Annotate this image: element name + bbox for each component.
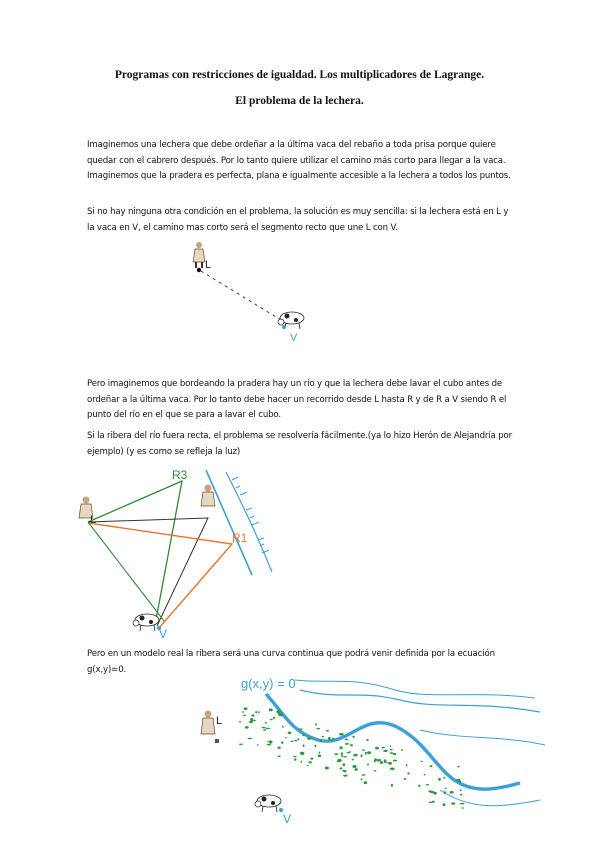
- meadow-dot: [255, 711, 257, 713]
- equation-label: g(x,y) = 0: [241, 676, 296, 691]
- meadow-dot: [258, 711, 260, 713]
- meadow-dot: [379, 759, 381, 760]
- meadow-dot: [364, 781, 368, 784]
- meadow-dot: [267, 744, 271, 746]
- meadow-dot: [315, 745, 317, 747]
- meadow-dot: [390, 768, 395, 771]
- meadow-dot: [444, 791, 447, 794]
- cow-icon: [255, 795, 281, 812]
- meadow-dot: [388, 762, 392, 765]
- meadow-dot: [302, 734, 305, 736]
- meadow-dot: [308, 761, 312, 763]
- meadow-dot: [353, 754, 357, 757]
- meadow-dot: [460, 789, 462, 791]
- meadow-dot: [303, 744, 305, 747]
- meadow-dot: [418, 785, 420, 788]
- meadow-dot: [361, 774, 365, 775]
- meadow-dot: [294, 758, 296, 761]
- meadow-dot: [406, 764, 408, 766]
- meadow-dot: [278, 756, 281, 758]
- meadow-dot: [460, 803, 465, 805]
- meadow-dot: [342, 770, 345, 771]
- river-line-upper-3: [420, 730, 545, 745]
- meadow-dot: [239, 744, 243, 746]
- meadow-dot: [352, 765, 356, 768]
- meadow-dot: [290, 741, 294, 742]
- meadow-dot: [345, 743, 349, 745]
- meadow-dot: [326, 730, 329, 732]
- meadow-dot: [297, 738, 299, 740]
- meadow-dot: [456, 779, 460, 782]
- meadow-dot: [281, 741, 283, 744]
- meadow-dot: [339, 746, 342, 749]
- meadow-dot: [337, 761, 341, 762]
- meadow-dot: [393, 760, 397, 762]
- meadow-dot: [288, 732, 292, 735]
- meadow-dot: [343, 756, 347, 757]
- meadow-dot: [450, 791, 454, 794]
- meadow-dot: [276, 710, 280, 713]
- meadow-dot: [277, 747, 280, 749]
- meadow-dot: [374, 759, 376, 762]
- meadow-dot: [343, 763, 346, 766]
- meadow-dot: [460, 794, 463, 796]
- meadow-dot: [307, 765, 309, 766]
- label-V: V: [283, 812, 292, 826]
- meadow-dot: [339, 767, 342, 769]
- river-bank-curve: [266, 694, 520, 789]
- meadow-dot: [367, 764, 369, 766]
- meadow-dot: [367, 751, 371, 754]
- meadow-dot: [250, 718, 253, 721]
- meadow-dot: [269, 740, 272, 743]
- meadow-dot: [443, 803, 446, 806]
- meadow-dot: [266, 728, 271, 730]
- meadow-dot: [239, 721, 242, 722]
- paragraph-simple-case: Si no hay ninguna otra condición en el problema, la solución es muy sencilla: si la lechera está en L y la vaca en V, el camino mas corto será el segmento recto que une L con V.: [87, 207, 509, 233]
- label-L: L: [205, 259, 212, 271]
- meadow-dot: [310, 758, 313, 760]
- meadow-dot: [349, 751, 351, 754]
- meadow-dot: [352, 759, 354, 761]
- meadow-dot: [320, 739, 322, 742]
- meadow-dot: [366, 739, 369, 741]
- meadow-dot: [270, 719, 273, 720]
- meadow-dot: [424, 774, 426, 776]
- meadow-dot: [430, 765, 433, 767]
- meadow-dot: [362, 749, 365, 751]
- paragraph-curve-bank: Pero en un modelo real la ribera será una curva continua que podrá venir definida por la ecuación g(x,y)=0.: [87, 649, 495, 675]
- meadow-dot: [407, 772, 409, 774]
- meadow-dot: [316, 728, 320, 730]
- meadow-dot: [457, 766, 460, 768]
- meadow-dot: [301, 761, 303, 763]
- meadow-dot: [393, 753, 396, 755]
- meadow-dot: [341, 754, 343, 757]
- meadow-dot: [375, 747, 379, 750]
- meadow-dot: [273, 717, 275, 719]
- meadow-dot: [307, 737, 311, 740]
- meadow-dot: [322, 736, 324, 738]
- paragraph-straight-bank: Si la ribera del río fuera recta, el problema se resolvería fácilmente.(ya lo hizo Herón de Alejandría por ejemplo) (y es como se refleja la luz): [87, 431, 512, 457]
- meadow-dot: [293, 756, 296, 758]
- meadow-dot: [339, 733, 344, 735]
- meadow-dot: [254, 720, 256, 722]
- meadow-dot: [421, 761, 423, 762]
- meadow-dot: [390, 752, 394, 754]
- meadow-dot: [294, 740, 297, 742]
- river-line-upper-1: [300, 690, 540, 712]
- meadow-dot: [300, 752, 304, 755]
- document-title: Programas con restricciones de igualdad. Los multiplicadores de Lagrange.: [114, 69, 485, 81]
- meadow-dot: [257, 744, 259, 745]
- meadow-dot: [401, 749, 403, 751]
- meadow-dot: [282, 726, 284, 728]
- meadow-dot: [443, 777, 445, 779]
- river-line-upper-2: [295, 680, 535, 698]
- paragraph-intro: Imaginemos una lechera que debe ordeñar a la última vaca del rebaño a toda prisa porque quiere quedar con el cabrero después. Por lo tanto quiere utilizar el camino más corto para llegar a la vaca. Imaginemos que la pradera es perfecta, plana e igualmente accesible a la lechera a todos los puntos.: [87, 140, 511, 182]
- document-subtitle: El problema de la lechera.: [235, 95, 364, 107]
- meadow-dot: [263, 729, 266, 731]
- meadow-dot: [248, 738, 253, 739]
- meadow-dot: [343, 775, 347, 777]
- meadow-dot: [445, 787, 447, 789]
- meadow-dot: [380, 761, 383, 764]
- meadow-dot: [390, 749, 393, 751]
- meadow-dot: [335, 753, 339, 755]
- meadow-dot: [331, 740, 333, 742]
- meadow-dot: [432, 801, 435, 803]
- label-R3: R3: [172, 468, 188, 482]
- meadow-dot: [462, 807, 464, 809]
- meadow-dot: [319, 752, 321, 754]
- meadow-dot: [244, 707, 248, 710]
- meadow-dot: [269, 708, 273, 711]
- meadow-dot: [391, 784, 393, 787]
- meadow-dot: [328, 737, 331, 740]
- meadow-dot: [315, 723, 317, 726]
- meadow-dot: [352, 736, 354, 738]
- meadow-dot: [350, 744, 353, 746]
- label-L: L: [90, 514, 97, 526]
- meadow-dot: [318, 754, 321, 757]
- meadow-dot: [345, 739, 348, 741]
- meadow-dot: [262, 727, 266, 728]
- meadow-dot: [384, 762, 388, 763]
- meadow-dot: [451, 802, 455, 804]
- meadow-dot: [285, 737, 288, 738]
- meadow-dot: [242, 711, 244, 713]
- meadow-dot: [355, 768, 358, 771]
- meadow-dot: [390, 745, 392, 747]
- meadow-dot: [382, 747, 384, 749]
- meadow-dot: [361, 778, 363, 780]
- meadow-dot: [365, 752, 367, 755]
- meadow-dot: [332, 738, 335, 739]
- meadow-dot: [299, 728, 303, 729]
- meadow-dot: [438, 778, 441, 781]
- meadow-dot: [426, 784, 429, 785]
- meadow-dot: [245, 726, 249, 729]
- meadow-dot: [383, 750, 388, 752]
- meadow-dot: [347, 752, 350, 753]
- meadow-dot: [325, 767, 329, 770]
- label-V: V: [159, 627, 168, 641]
- meadow-dot: [373, 770, 376, 771]
- meadow-dot: [430, 791, 434, 793]
- meadow-dot: [252, 714, 255, 716]
- meadow-dot: [404, 778, 406, 780]
- label-V: V: [290, 332, 298, 344]
- meadow-dot: [243, 715, 247, 716]
- meadow-dot: [361, 754, 363, 757]
- label-L: L: [216, 715, 223, 727]
- label-R1: R1: [232, 531, 248, 545]
- meadow-dot: [265, 722, 267, 724]
- paragraph-river: Pero imaginemos que bordeando la pradera hay un río y que la lechera debe lavar el cubo antes de ordeñar a la última vaca. Por lo tanto debe hacer un recorrido desde L hasta R y de R a V siendo R el punto del río en el que se para a lavar el cubo.: [87, 379, 507, 421]
